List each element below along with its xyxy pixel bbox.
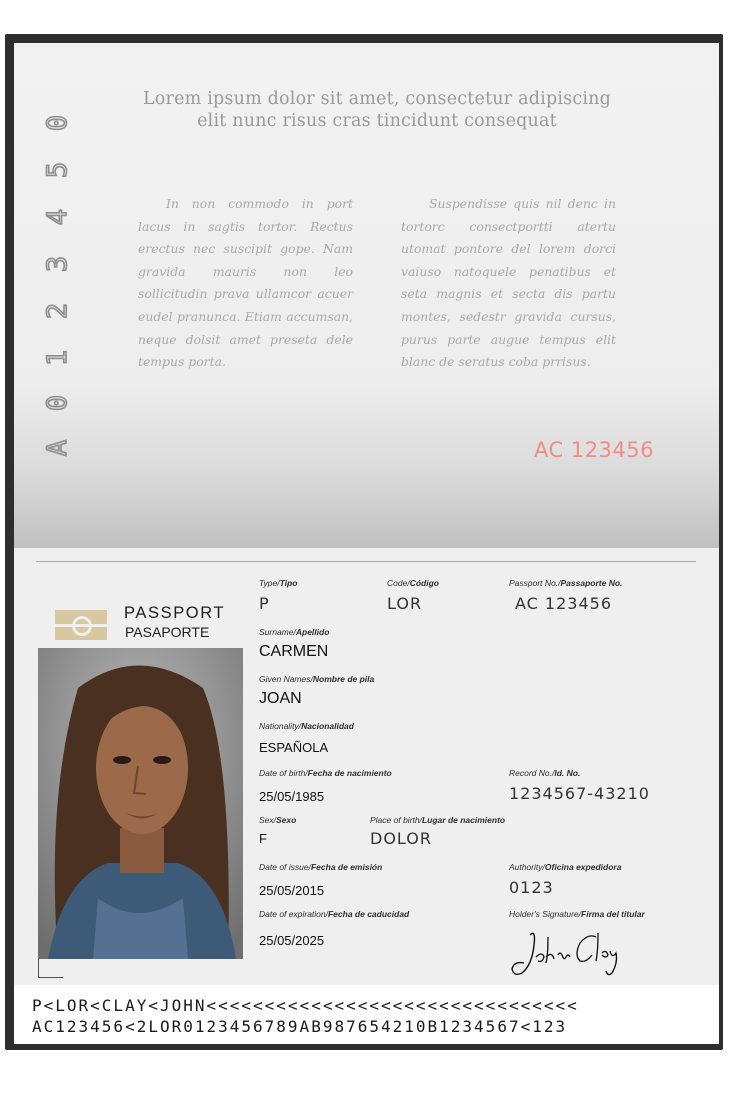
record-no-label: Record No./Id. No.: [509, 768, 581, 778]
nationality-value: ESPAÑOLA: [259, 740, 329, 755]
code-value: LOR: [387, 594, 423, 613]
perforated-digit: A: [42, 439, 73, 457]
type-label: Type/Tipo: [259, 578, 298, 588]
perforated-digit: 4: [42, 208, 73, 226]
passport-logo: [55, 610, 107, 640]
sex-value: F: [259, 831, 267, 846]
mrz-line-1: P<LOR<CLAY<JOHN<<<<<<<<<<<<<<<<<<<<<<<<<<<<<<<<: [32, 996, 579, 1015]
issue-date-value: 25/05/2015: [259, 883, 325, 898]
surname-label: Surname/Apellido: [259, 627, 330, 637]
brand-title-es: PASAPORTE: [125, 624, 210, 640]
photo-corner-mark: [38, 959, 63, 978]
holder-photo: [38, 648, 243, 959]
top-passport-number: AC 123456: [534, 438, 654, 462]
sex-label: Sex/Sexo: [259, 815, 297, 825]
mrz-line-2: AC123456<2LOR0123456789AB987654210B1234567<123: [32, 1017, 568, 1036]
perforated-digit: 0: [42, 114, 73, 132]
passport-no-value: AC 123456: [515, 594, 612, 613]
perforated-digit: 5: [42, 161, 73, 179]
paragraph-right: Suspendisse quis nil denc in tortorc consectportti atertu utomat pontore del lorem dorci vaiuso natoquele penatibus et seta magnis et secta dis partu montes, sedestr gravida cursus, purus parte augue tempus elit blanc de seratus coba prrisus.: [401, 196, 616, 370]
holder-signature: [508, 925, 628, 985]
type-value: P: [259, 594, 270, 613]
given-names-label: Given Names/Nombre de pila: [259, 674, 375, 684]
record-no-value: 1234567-43210: [509, 784, 650, 803]
perforated-digit: 3: [42, 255, 73, 273]
issue-date-label: Date of issue/Fecha de emisión: [259, 862, 383, 872]
expiration-date-value: 25/05/2025: [259, 933, 325, 948]
authority-value: 0123: [509, 878, 554, 897]
perforated-digit: 0: [42, 394, 73, 412]
machine-readable-zone: [14, 985, 719, 1044]
perforated-digit: 1: [42, 349, 73, 367]
page-heading: Lorem ipsum dolor sit amet, consectetur adipiscing elit nunc risus cras tincidunt consequat: [142, 89, 611, 131]
paragraph-left: In non commodo in port lacus in sagtis tortor. Rectus erectus nec suscipit gope. Nam gravida mauris non leo sollicitudin prava ullamcor acuer eudel pranunca. Etiam accumsan, neque dolsit amet preseta dele tempus porta.: [138, 196, 353, 370]
surname-value: CARMEN: [259, 643, 329, 660]
dob-value: 25/05/1985: [259, 789, 325, 804]
place-of-birth-value: DOLOR: [370, 829, 432, 848]
signature-label: Holder's Signature/Firma del titular: [509, 909, 645, 919]
brand-title-en: PASSPORT: [124, 604, 226, 622]
given-names-value: JOAN: [259, 690, 302, 707]
authority-label: Authority/Oficina expedidora: [509, 862, 622, 872]
passport-no-label: Passport No./Passaporte No.: [509, 578, 623, 588]
nationality-label: Nationality/Nacionalidad: [259, 721, 354, 731]
code-label: Code/Código: [387, 578, 439, 588]
place-of-birth-label: Place of birth/Lugar de nacimiento: [370, 815, 506, 825]
fold-divider: [36, 561, 696, 562]
passport-page: [14, 43, 719, 1044]
perforated-digit: 2: [42, 302, 73, 320]
dob-label: Date of birth/Fecha de nacimiento: [259, 768, 392, 778]
expiration-date-label: Date of expiration/Fecha de caducidad: [259, 909, 410, 919]
